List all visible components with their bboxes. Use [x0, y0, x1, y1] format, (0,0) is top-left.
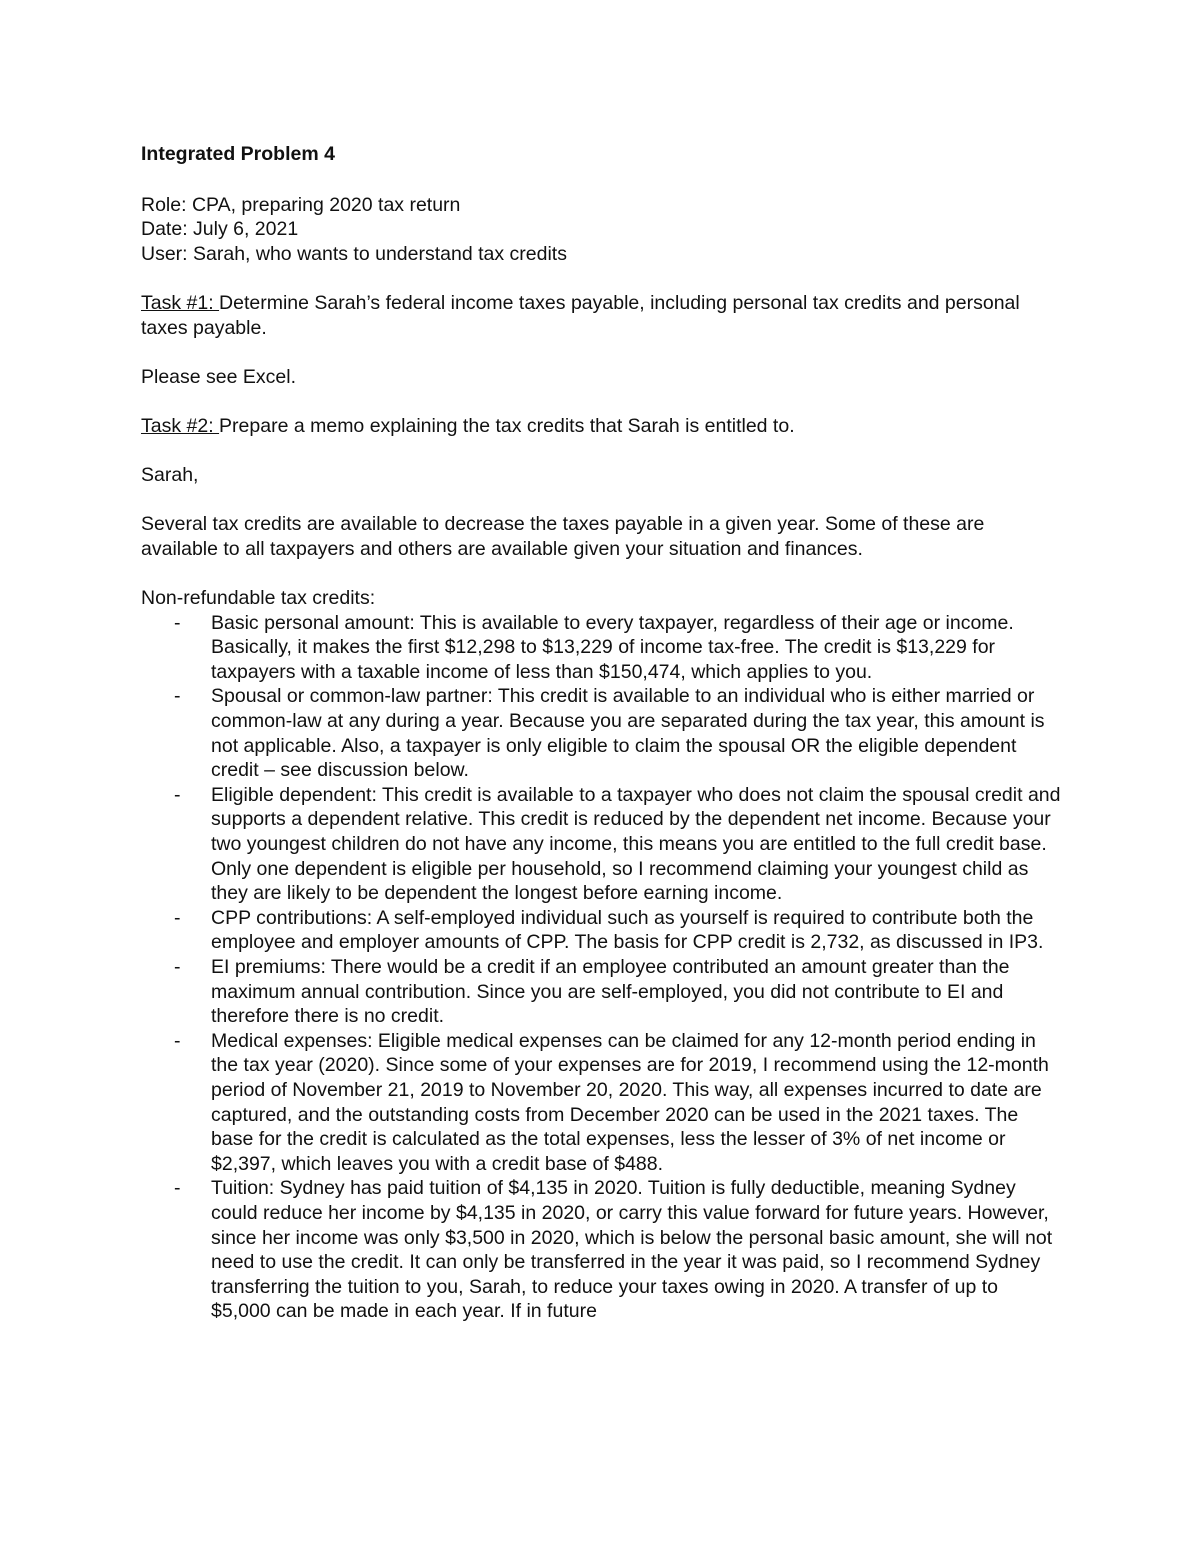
list-item: [141, 955, 1061, 1029]
bullet-dash: -: [174, 1177, 181, 1200]
excel-note: Please see Excel.: [141, 365, 297, 388]
date-line: Date: July 6, 2021: [141, 218, 299, 241]
list-item: [141, 783, 1061, 906]
task-2: [141, 414, 1061, 439]
spacer: [141, 168, 1061, 193]
credits-list: [141, 611, 1061, 1324]
credit-medical: Medical expenses: Eligible medical expenses can be claimed for any 12-month period ending in the tax year (2020). Since some of your expenses are for 2019, I recommend using the 12-month period of November 21, 2019 to November 20, 2020. This way, all expenses incurred to date are captured, and the outstanding costs from December 2020 can be used in the 2021 taxes. The base for the credit is calculated as the total expenses, less the lesser of 3% of net income or $2,397, which leaves you with a credit base of $488.: [211, 1029, 1049, 1175]
list-item: [141, 1029, 1061, 1177]
task-2-text: Prepare a memo explaining the tax credits that Sarah is entitled to.: [219, 414, 795, 437]
task-1: [141, 291, 1061, 340]
spacer: [141, 439, 1061, 464]
bullet-dash: -: [174, 1029, 181, 1052]
bullet-dash: -: [174, 611, 181, 634]
spacer: [141, 389, 1061, 414]
document-title: Integrated Problem 4: [141, 143, 335, 165]
bullet-dash: -: [174, 956, 181, 978]
spacer: [141, 266, 1061, 291]
spacer: [141, 562, 1061, 587]
document-page: [141, 140, 1061, 1324]
credit-tuition: Tuition: Sydney has paid tuition of $4,135 in 2020. Tuition is fully deductible, meaning Sydney could reduce her income by $4,135 in 2020, or carry this value forward for future years. However, since her income was only $3,500 in 2020, which is below the personal basic amount, she will not need to use the credit. It can only be transferred in the year it was paid, so I recommend Sydney transferring the tuition to you, Sarah, to reduce your taxes owing in 2020. A transfer of up to $5,000 can be made in each year. If in future: [211, 1177, 1053, 1323]
bullet-dash: -: [174, 906, 181, 929]
credit-cpp: CPP contributions: A self-employed individual such as yourself is required to contribute both the employee and employer amounts of CPP. The basis for CPP credit is 2,732, as discussed in IP3.: [211, 906, 1044, 954]
list-item: [141, 684, 1061, 782]
memo-salutation: Sarah,: [141, 464, 199, 487]
credit-ei: EI premiums: There would be a credit if an employee contributed an amount greater than the maximum annual contribution. Since you are self-employed, you did not contribute to EI and therefore there is no credit.: [211, 956, 1010, 1028]
bullet-dash: -: [174, 685, 181, 708]
task-1-label: Task #1:: [141, 291, 220, 314]
user-line: User: Sarah, who wants to understand tax credits: [141, 242, 567, 265]
list-heading: Non-refundable tax credits:: [141, 587, 376, 610]
spacer: [141, 340, 1061, 365]
credit-spousal: Spousal or common-law partner: This credit is available to an individual who is either married or common-law at any during a year. Because you are separated during the tax year, this amount is not applicable. Also, a taxpayer is only eligible to claim the spousal OR the eligible dependent credit – see discussion below.: [211, 685, 1045, 782]
bullet-dash: -: [174, 783, 181, 806]
role-line: Role: CPA, preparing 2020 tax return: [141, 193, 461, 216]
task-2-label: Task #2:: [141, 414, 220, 437]
memo-intro: Several tax credits are available to decrease the taxes payable in a given year. Some of these are available to all taxpayers and others are available given your situation and finances.: [141, 513, 985, 560]
credit-eligible-dependent: Eligible dependent: This credit is available to a taxpayer who does not claim the spousal credit and supports a dependent relative. This credit is reduced by the dependent net income. Because your two youngest children do not have any income, this means you are entitled to the full credit base. Only one dependent is eligible per household, so I recommend claiming your youngest child as they are likely to be dependent the longest before earning income.: [211, 783, 1061, 905]
spacer: [141, 488, 1061, 513]
task-1-text: Determine Sarah’s federal income taxes payable, including personal tax credits and personal taxes payable.: [141, 291, 1020, 339]
list-item: [141, 1176, 1061, 1324]
list-item: [141, 611, 1061, 685]
credit-basic-personal: Basic personal amount: This is available to every taxpayer, regardless of their age or income. Basically, it makes the first $12,298 to $13,229 of income tax-free. The credit is $13,229 for taxpayers with a taxable income of less than $150,474, which applies to you.: [211, 611, 1014, 683]
list-item: [141, 906, 1061, 955]
